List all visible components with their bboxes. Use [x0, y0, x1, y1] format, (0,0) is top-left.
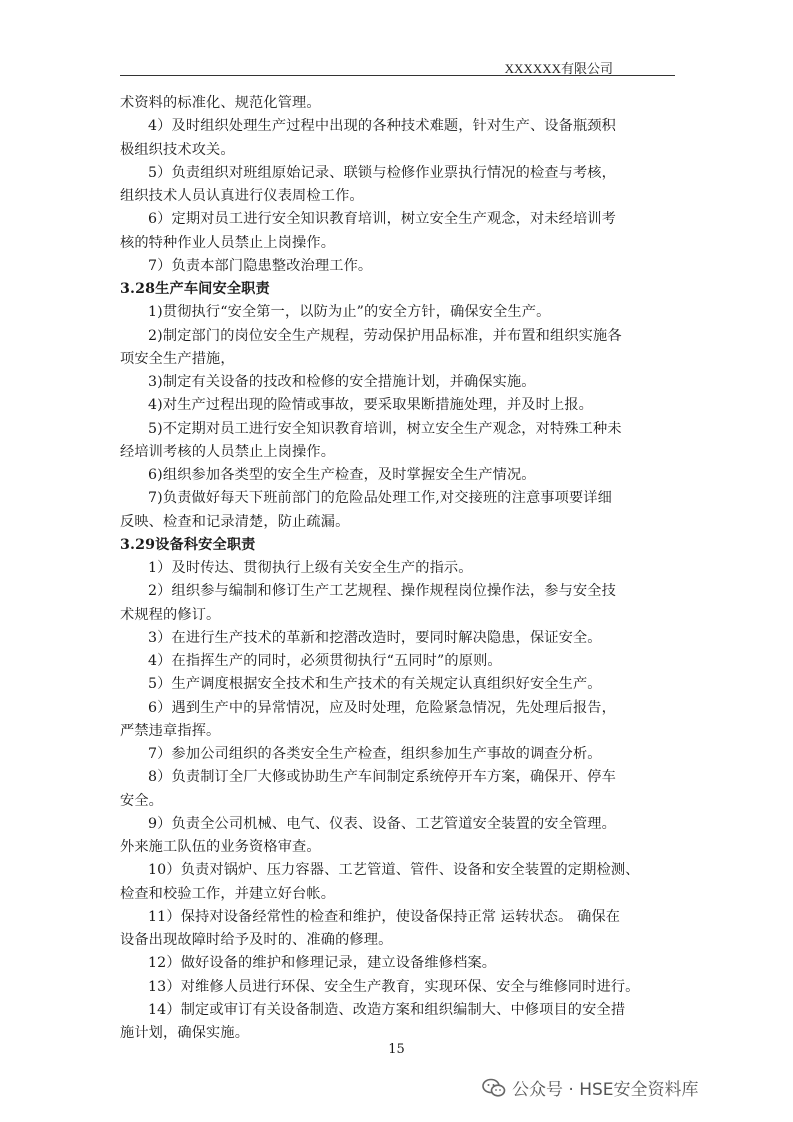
- text-line: 11）保持对设备经常性的检查和维护，使设备保持正常 运转状态。 确保在: [148, 908, 621, 925]
- text-line: 7)负责做好每天下班前部门的危险品处理工作,对交接班的注意事项要详细: [148, 490, 612, 507]
- text-line: 7）参加公司组织的各类安全生产检查，组织参加生产事故的调查分析。: [148, 746, 602, 762]
- text-line: 14）制定或审订有关设备制造、改造方案和组织编制大、中修项目的安全措: [148, 1001, 626, 1018]
- text-line: 术资料的标准化、规范化管理。: [120, 95, 321, 111]
- text-line: 4）及时组织处理生产过程中出现的各种技术难题，针对生产、设备瓶颈积: [148, 118, 616, 135]
- text-line: 施计划，确保实施。: [120, 1025, 250, 1041]
- text-line: 3）在进行生产技术的革新和挖潜改造时，要同时解决隐患，保证安全。: [148, 629, 602, 646]
- text-line: 极组织技术攻关。: [120, 141, 235, 158]
- text-line: 经培训考核的人员禁止上岗操作。: [120, 443, 336, 460]
- page-number: 15: [388, 1042, 405, 1057]
- text-line: 4)对生产过程出现的险情或事故，要采取果断措施处理，并及时上报。: [148, 397, 593, 414]
- header-company-name: XXXXXX有限公司: [504, 61, 613, 76]
- text-line: 13）对维修人员进行环保、安全生产教育，实现环保、安全与维修同时进行。: [148, 978, 640, 995]
- wechat-icon: [482, 1078, 506, 1098]
- watermark: [482, 1075, 699, 1100]
- text-line: 10）负责对锅炉、压力容器、工艺管道、管件、设备和安全装置的定期检测、: [148, 862, 640, 879]
- text-line: 6）遇到生产中的异常情况，应及时处理，危险紧急情况，先处理后报告，: [148, 699, 616, 716]
- text-line: 术规程的修订。: [120, 606, 221, 623]
- text-line: 5)不定期对员工进行安全知识教育培训，树立安全生产观念，对特殊工种未: [148, 420, 622, 437]
- text-line: 1)贯彻执行“安全第一，以防为止”的安全方针，确保安全生产。: [148, 304, 551, 321]
- text-line: 6)组织参加各类型的安全生产检查，及时掌握安全生产情况。: [148, 467, 536, 483]
- text-line: 严禁违章指挥。: [120, 722, 221, 739]
- text-line: 外来施工队伍的业务资格审查。: [120, 839, 321, 855]
- text-line: 2）组织参与编制和修订生产工艺规程、操作规程岗位操作法，参与安全技: [148, 583, 616, 600]
- text-line: 6）定期对员工进行安全知识教育培训，树立安全生产观念，对未经培训考: [148, 211, 616, 228]
- text-line: 5）负责组织对班组原始记录、联锁与检修作业票执行情况的检查与考核，: [148, 164, 616, 181]
- text-line: 7）负责本部门隐患整改治理工作。: [148, 257, 373, 274]
- text-line: 安全。: [120, 792, 164, 809]
- text-line: 项安全生产措施，: [120, 350, 235, 367]
- text-line: 2)制定部门的岗位安全生产规程，劳动保护用品标准，并布置和组织实施各: [148, 327, 622, 344]
- header-divider: [120, 75, 675, 76]
- text-line: 3)制定有关设备的技改和检修的安全措施计划，并确保实施。: [148, 374, 536, 390]
- text-line: 4）在指挥生产的同时，必须贯彻执行“五同时”的原则。: [148, 653, 502, 669]
- text-line: 9）负责全公司机械、电气、仪表、设备、工艺管道安全装置的安全管理。: [148, 815, 616, 832]
- text-line: 5）生产调度根据安全技术和生产技术的有关规定认真组织好安全生产。: [148, 676, 602, 693]
- text-line: 组织技术人员认真进行仪表周检工作。: [120, 188, 364, 204]
- section-heading: 3.29设备科安全职责: [120, 536, 256, 553]
- text-line: 1）及时传达、贯彻执行上级有关安全生产的指示。: [148, 560, 473, 576]
- section-heading: 3.28生产车间安全职责: [120, 281, 270, 297]
- watermark-text: 公众号 · HSE安全资料库: [512, 1080, 699, 1100]
- text-line: 设备出现故障时给予及时的、准确的修理。: [120, 932, 393, 948]
- text-line: 12）做好设备的维护和修理记录，建立设备维修档案。: [148, 955, 497, 972]
- document-body: [120, 92, 680, 1045]
- text-line: 8）负责制订全厂大修或协助生产车间制定系统停开车方案，确保开、停车: [148, 769, 616, 786]
- text-line: 反映、检查和记录清楚，防止疏漏。: [120, 513, 350, 530]
- text-line: 核的特种作业人员禁止上岗操作。: [120, 234, 336, 251]
- text-line: 检查和校验工作，并建立好台帐。: [120, 885, 336, 902]
